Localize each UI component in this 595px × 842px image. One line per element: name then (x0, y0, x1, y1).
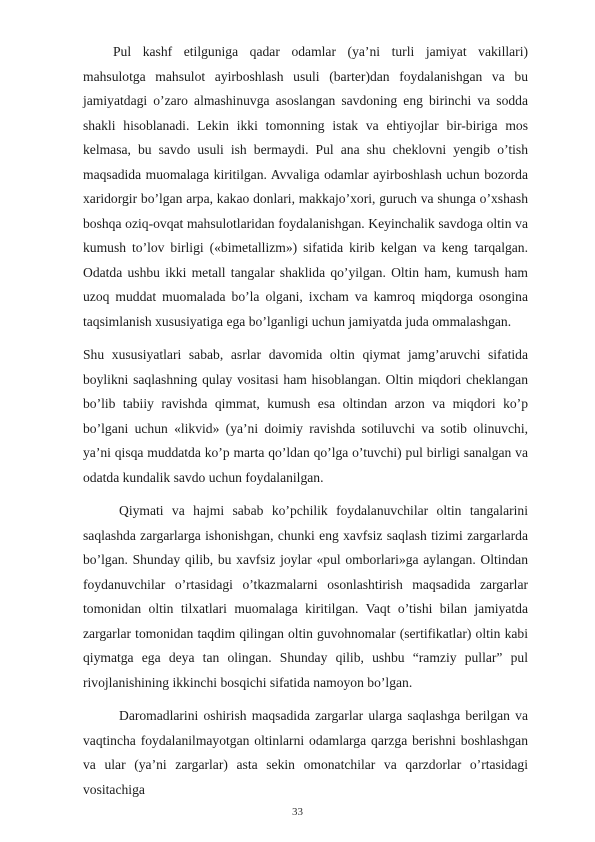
page-number: 33 (292, 806, 303, 818)
document-page (83, 40, 528, 811)
paragraph-barter-history: Pul kashf etilguniga qadar odamlar (ya’ni turli jamiyat vakillari) mahsulotga mahsulot ayirboshlash usuli (barter)dan foydalanishgan va bu jamiyatdagi o’zaro almashinuvga asoslangan savdoning eng birinchi va sodda shakli hisoblanadi. Lekin ikki tomonning istak va ehtiyojlar bir-biriga mos kelmasa, bu savdo usuli ish bermaydi. Pul ana shu cheklovni yengib o’tish maqsadida muomalaga kiritilgan. Avvaliga odamlar ayirboshlash uchun bozorda xaridorgir bo’lgan arpa, kakao donlari, makkajo’xori, guruch va shunga o’xshash boshqa oziq-ovqat mahsulotlaridan foydalanishgan. Keyinchalik savdoga oltin va kumush to’lov birligi («bimetallizm») sifatida kirib kelgan va keng tarqalgan. Odatda ushbu ikki metall tangalar shaklida qo’yilgan. Oltin ham, kumush ham uzoq muddat muomalada bo’la olgani, ixcham va kamroq miqdorga osongina taqsimlanish xususiyatiga ega bo’lganligi uchun jamiyatda juda ommalashgan. (83, 44, 528, 329)
paragraph-goldsmith-lending: Daromadlarini oshirish maqsadida zargarlar ularga saqlashga berilgan va vaqtincha foydalanilmayotgan oltinlarni odamlarga qarzga berishni boshlashgan va ular (ya’ni zargarlar) asta sekin omonatchilar va qarzdorlar o’rtasidagi vositachiga (83, 708, 528, 797)
paragraph-goldsmith-storage: Qiymati va hajmi sabab ko’pchilik foydalanuvchilar oltin tangalarini saqlashda zargarlarga ishonishgan, chunki eng xavfsiz saqlash tizimi zargarlarda bo’lgan. Shunday qilib, bu xavfsiz joylar «pul omborlari»ga aylangan. Oltindan foydanuvchilar o’rtasidagi o’tkazmalarni osonlashtirish maqsadida zargarlar tomonidan oltin tilxatlari muomalaga kiritilgan. Vaqt o’tishi bilan jamiyatda zargarlar tomonidan taqdim qilingan oltin guvohnomalar (sertifikatlar) oltin kabi qiymatga ega deya tan olingan. Shunday qilib, ushbu “ramziy pullar” pul rivojlanishining ikkinchi bosqichi sifatida namoyon bo’lgan. (83, 503, 528, 690)
paragraph-gold-silver-properties: Shu xususiyatlari sabab, asrlar davomida oltin qiymat jamg’aruvchi sifatida boylikni saqlashning qulay vositasi ham hisoblangan. Oltin miqdori cheklangan bo’lib tabiiy ravishda qimmat, kumush esa oltindan arzon va miqdori ko’p bo’lgani uchun «likvid» (ya’ni doimiy ravishda sotiluvchi va sotib olinuvchi, ya’ni qisqa muddatda ko’p marta qo’ldan qo’lga o’tuvchi) pul birligi sanalgan va odatda kundalik savdo uchun foydalanilgan. (83, 347, 528, 485)
